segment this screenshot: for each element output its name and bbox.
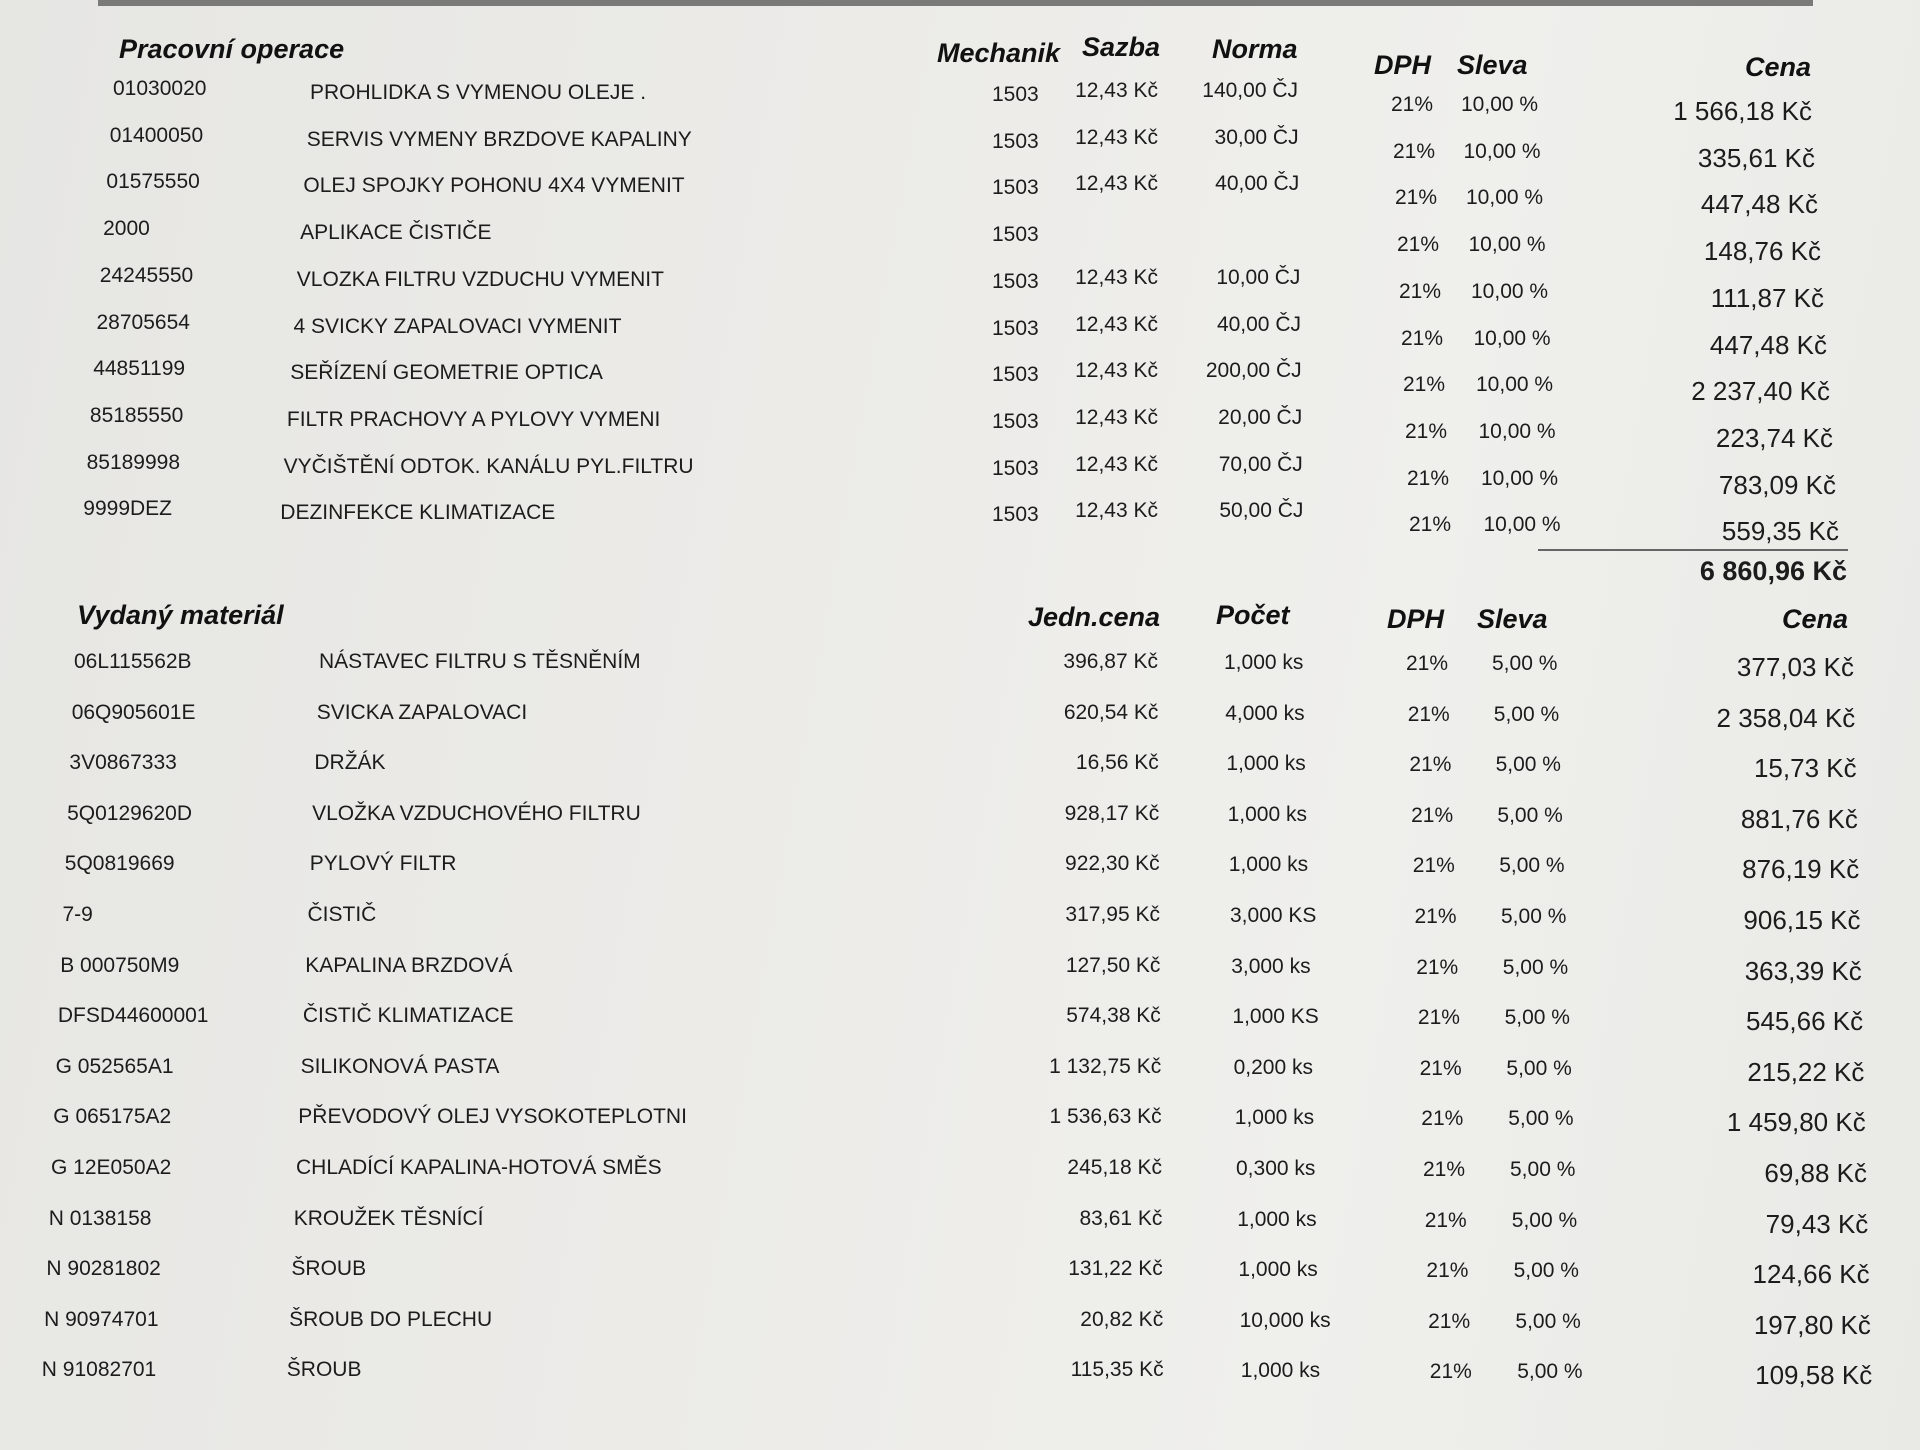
operation-sazba: 12,43 Kč xyxy=(1075,452,1158,476)
material-description: SILIKONOVÁ PASTA xyxy=(300,1054,500,1078)
material-unit-price: 928,17 Kč xyxy=(1064,801,1160,825)
material-cena: 197,80 Kč xyxy=(1753,1309,1871,1340)
material-quantity: 0,200 ks xyxy=(1233,1055,1313,1079)
operation-mechanik: 1503 xyxy=(992,83,1039,106)
material-unit-price: 574,38 Kč xyxy=(1066,1004,1161,1028)
material-description: PŘEVODOVÝ OLEJ VYSOKOTEPLOTNI xyxy=(298,1105,687,1129)
material-quantity: 1,000 KS xyxy=(1232,1005,1319,1029)
material-quantity: 1,000 ks xyxy=(1238,1258,1318,1282)
header-sazba: Sazba xyxy=(1082,32,1161,62)
operation-description: 4 SVICKY ZAPALOVACI VYMENIT xyxy=(293,314,622,338)
operation-sazba: 12,43 Kč xyxy=(1075,172,1158,196)
material-quantity: 10,000 ks xyxy=(1239,1308,1331,1332)
material-dph: 21% xyxy=(1419,1056,1462,1080)
header-dph: DPH xyxy=(1374,50,1432,80)
material-code: 7-9 xyxy=(62,903,93,926)
material-sleva: 5,00 % xyxy=(1493,702,1560,726)
material-sleva: 5,00 % xyxy=(1495,753,1561,777)
material-sleva: 5,00 % xyxy=(1492,652,1558,675)
material-dph: 21% xyxy=(1412,854,1455,878)
operation-description: VLOZKA FILTRU VZDUCHU VYMENIT xyxy=(296,267,664,291)
material-unit-price: 1 132,75 Kč xyxy=(1049,1054,1162,1078)
operation-sazba: 12,43 Kč xyxy=(1075,499,1158,523)
material-quantity: 4,000 ks xyxy=(1225,701,1305,725)
operation-cena: 447,48 Kč xyxy=(1700,189,1818,220)
operation-sleva: 10,00 % xyxy=(1473,326,1551,350)
material-dph: 21% xyxy=(1414,905,1457,928)
paper-edge-bar xyxy=(98,0,1813,6)
operation-mechanik: 1503 xyxy=(992,176,1039,200)
material-quantity: 1,000 ks xyxy=(1226,752,1306,776)
operation-description: PROHLIDKA S VYMENOU OLEJE . xyxy=(310,81,647,104)
material-cena: 906,15 Kč xyxy=(1743,905,1861,935)
operation-description: FILTR PRACHOVY A PYLOVY VYMENI xyxy=(286,407,661,431)
material-cena: 876,19 Kč xyxy=(1742,854,1860,885)
material-description: PYLOVÝ FILTR xyxy=(309,852,457,876)
material-unit-price: 922,30 Kč xyxy=(1065,852,1160,876)
material-unit-price: 396,87 Kč xyxy=(1063,650,1158,673)
header-cena: Cena xyxy=(1782,604,1849,634)
operation-mechanik: 1503 xyxy=(992,503,1039,527)
material-sleva: 5,00 % xyxy=(1506,1056,1572,1080)
material-code: G 052565A1 xyxy=(55,1054,174,1078)
header-jedn-cena: Jedn.cena xyxy=(1028,602,1161,632)
operation-dph: 21% xyxy=(1399,279,1442,303)
material-description: ŠROUB DO PLECHU xyxy=(289,1307,493,1331)
material-description: VLOŽKA VZDUCHOVÉHO FILTRU xyxy=(312,801,641,825)
material-unit-price: 620,54 Kč xyxy=(1063,700,1159,724)
operation-norma: 40,00 ČJ xyxy=(1215,172,1300,196)
material-cena: 377,03 Kč xyxy=(1736,652,1854,682)
material-dph: 21% xyxy=(1426,1259,1469,1283)
operation-mechanik: 1503 xyxy=(992,129,1039,153)
material-dph: 21% xyxy=(1417,1006,1460,1030)
material-code: 06L115562B xyxy=(74,650,192,673)
material-dph: 21% xyxy=(1416,955,1459,979)
material-code: 5Q0819669 xyxy=(64,852,175,876)
operation-description: VYČIŠTĚNÍ ODTOK. KANÁLU PYL.FILTRU xyxy=(283,454,694,478)
material-dph: 21% xyxy=(1424,1208,1467,1232)
total-divider xyxy=(1538,549,1848,551)
operation-norma: 50,00 ČJ xyxy=(1219,499,1304,523)
material-unit-price: 83,61 Kč xyxy=(1079,1206,1163,1230)
material-title: Vydaný materiál xyxy=(77,600,284,630)
material-dph: 21% xyxy=(1406,652,1449,675)
operation-cena: 148,76 Kč xyxy=(1703,236,1821,267)
material-cena: 2 358,04 Kč xyxy=(1716,702,1856,733)
operation-code: 28705654 xyxy=(96,310,190,334)
operation-norma: 40,00 ČJ xyxy=(1216,312,1301,336)
operation-dph: 21% xyxy=(1401,326,1444,350)
operation-mechanik: 1503 xyxy=(992,316,1039,340)
material-code: G 065175A2 xyxy=(53,1105,172,1129)
operation-mechanik: 1503 xyxy=(992,269,1039,293)
material-sleva: 5,00 % xyxy=(1508,1107,1574,1131)
operation-sazba: 12,43 Kč xyxy=(1075,125,1158,149)
material-unit-price: 317,95 Kč xyxy=(1065,903,1160,926)
material-description: KROUŽEK TĚSNÍCÍ xyxy=(293,1206,484,1230)
material-dph: 21% xyxy=(1429,1360,1472,1384)
material-cena: 109,58 Kč xyxy=(1755,1360,1873,1391)
material-quantity: 1,000 ks xyxy=(1237,1207,1317,1231)
operations-title: Pracovní operace xyxy=(119,34,345,64)
operation-cena: 447,48 Kč xyxy=(1709,329,1827,360)
operation-code: 9999DEZ xyxy=(83,497,173,521)
operation-sleva: 10,00 % xyxy=(1468,233,1546,257)
operation-sazba: 12,43 Kč xyxy=(1075,359,1158,383)
material-dph: 21% xyxy=(1411,803,1454,827)
material-description: ČISTIČ KLIMATIZACE xyxy=(302,1004,514,1028)
operation-code: 01030020 xyxy=(113,77,207,100)
header-sleva: Sleva xyxy=(1477,604,1548,634)
material-description: ČISTIČ xyxy=(307,903,377,926)
operation-dph: 21% xyxy=(1397,233,1440,257)
material-quantity: 0,300 ks xyxy=(1236,1157,1316,1180)
material-quantity: 1,000 ks xyxy=(1234,1106,1315,1130)
operation-code: 44851199 xyxy=(93,357,186,381)
material-sleva: 5,00 % xyxy=(1513,1259,1579,1283)
operation-cena: 111,87 Kč xyxy=(1710,282,1824,313)
material-unit-price: 1 536,63 Kč xyxy=(1049,1105,1162,1129)
operation-cena: 1 566,18 Kč xyxy=(1673,96,1812,126)
material-unit-price: 127,50 Kč xyxy=(1065,953,1161,977)
operation-dph: 21% xyxy=(1405,419,1448,443)
operation-dph: 21% xyxy=(1391,93,1434,116)
material-quantity: 3,000 KS xyxy=(1230,904,1317,927)
material-description: DRŽÁK xyxy=(314,751,386,775)
material-sleva: 5,00 % xyxy=(1497,803,1563,827)
material-dph: 21% xyxy=(1421,1107,1464,1131)
material-dph: 21% xyxy=(1428,1309,1471,1333)
material-unit-price: 16,56 Kč xyxy=(1075,751,1159,775)
material-code: G 12E050A2 xyxy=(51,1156,172,1179)
material-code: B 000750M9 xyxy=(60,953,180,977)
material-sleva: 5,00 % xyxy=(1511,1208,1578,1232)
material-sleva: 5,00 % xyxy=(1501,905,1567,928)
operation-mechanik: 1503 xyxy=(992,223,1039,247)
operation-dph: 21% xyxy=(1393,139,1436,163)
header-mechanik: Mechanik xyxy=(937,38,1061,68)
operation-cena: 335,61 Kč xyxy=(1697,142,1815,173)
material-dph: 21% xyxy=(1409,753,1452,777)
material-code: N 90281802 xyxy=(46,1257,161,1281)
material-quantity: 1,000 ks xyxy=(1240,1359,1321,1383)
operation-sazba: 12,43 Kč xyxy=(1075,312,1158,336)
material-unit-price: 115,35 Kč xyxy=(1070,1358,1164,1382)
material-code: 5Q0129620D xyxy=(67,801,193,825)
operation-norma: 30,00 ČJ xyxy=(1214,125,1299,149)
header-dph: DPH xyxy=(1387,604,1445,634)
operation-norma: 10,00 ČJ xyxy=(1216,265,1301,289)
header-sleva: Sleva xyxy=(1457,50,1528,80)
header-norma: Norma xyxy=(1212,34,1298,64)
operation-norma: 140,00 ČJ xyxy=(1202,79,1298,102)
operation-sleva: 10,00 % xyxy=(1476,373,1554,397)
material-code: N 90974701 xyxy=(44,1307,159,1331)
operation-sleva: 10,00 % xyxy=(1481,466,1559,490)
header-cena: Cena xyxy=(1745,52,1812,82)
material-code: 3V0867333 xyxy=(69,751,177,775)
material-quantity: 1,000 ks xyxy=(1224,651,1304,674)
operation-dph: 21% xyxy=(1407,466,1450,490)
material-code: N 91082701 xyxy=(41,1358,157,1382)
operation-sleva: 10,00 % xyxy=(1478,419,1556,443)
material-code: 06Q905601E xyxy=(71,700,196,724)
material-description: KAPALINA BRZDOVÁ xyxy=(305,953,513,977)
material-sleva: 5,00 % xyxy=(1517,1360,1583,1384)
operation-sleva: 10,00 % xyxy=(1471,279,1549,303)
material-unit-price: 131,22 Kč xyxy=(1068,1257,1163,1281)
material-cena: 215,22 Kč xyxy=(1747,1056,1865,1087)
material-description: CHLADÍCÍ KAPALINA-HOTOVÁ SMĚS xyxy=(296,1156,662,1179)
material-quantity: 1,000 ks xyxy=(1228,853,1309,877)
operation-dph: 21% xyxy=(1403,373,1446,397)
material-code: DFSD44600001 xyxy=(57,1004,209,1028)
material-cena: 69,88 Kč xyxy=(1764,1158,1867,1188)
operation-sleva: 10,00 % xyxy=(1461,93,1539,116)
material-sleva: 5,00 % xyxy=(1499,854,1565,878)
material-cena: 881,76 Kč xyxy=(1740,803,1858,834)
material-cena: 1 459,80 Kč xyxy=(1726,1107,1866,1138)
material-sleva: 5,00 % xyxy=(1504,1006,1570,1030)
operation-code: 85185550 xyxy=(89,403,184,427)
operation-description: DEZINFEKCE KLIMATIZACE xyxy=(280,501,556,525)
operation-description: SERVIS VYMENY BRZDOVE KAPALINY xyxy=(306,127,692,151)
material-cena: 124,66 Kč xyxy=(1752,1259,1870,1290)
operation-sleva: 10,00 % xyxy=(1463,139,1541,163)
material-cena: 363,39 Kč xyxy=(1744,955,1862,986)
material-unit-price: 20,82 Kč xyxy=(1080,1307,1164,1331)
operation-code: 01575550 xyxy=(106,170,200,194)
material-sleva: 5,00 % xyxy=(1502,955,1569,979)
material-description: NÁSTAVEC FILTRU S TĚSNĚNÍM xyxy=(319,650,641,673)
operation-norma: 200,00 ČJ xyxy=(1205,359,1302,383)
material-cena: 15,73 Kč xyxy=(1753,753,1857,784)
operation-mechanik: 1503 xyxy=(992,409,1039,433)
operation-code: 01400050 xyxy=(109,123,204,147)
operation-sazba: 12,43 Kč xyxy=(1075,405,1158,429)
operations-total: 6 860,96 Kč xyxy=(1699,556,1847,586)
operation-description: SEŘÍZENÍ GEOMETRIE OPTICA xyxy=(290,361,603,385)
operation-cena: 559,35 Kč xyxy=(1721,516,1839,547)
material-code: N 0138158 xyxy=(48,1206,152,1230)
operation-dph: 21% xyxy=(1409,513,1452,537)
operation-code: 24245550 xyxy=(99,263,194,287)
operation-description: APLIKACE ČISTIČE xyxy=(300,221,492,245)
operation-code: 85189998 xyxy=(86,450,181,474)
operation-sleva: 10,00 % xyxy=(1483,513,1561,537)
material-description: SVICKA ZAPALOVACI xyxy=(316,700,528,724)
operation-description: OLEJ SPOJKY POHONU 4X4 VYMENIT xyxy=(303,174,685,198)
material-dph: 21% xyxy=(1423,1158,1466,1181)
material-cena: 79,43 Kč xyxy=(1765,1208,1869,1239)
material-sleva: 5,00 % xyxy=(1515,1309,1581,1333)
operation-cena: 223,74 Kč xyxy=(1715,422,1833,453)
operation-sleva: 10,00 % xyxy=(1466,186,1544,210)
operation-mechanik: 1503 xyxy=(992,456,1039,480)
header-pocet: Počet xyxy=(1216,600,1290,630)
operation-dph: 21% xyxy=(1395,186,1438,210)
operation-sazba: 12,43 Kč xyxy=(1075,79,1158,102)
operation-norma: 70,00 ČJ xyxy=(1218,452,1303,476)
operation-cena: 2 237,40 Kč xyxy=(1691,376,1830,407)
material-quantity: 1,000 ks xyxy=(1227,802,1307,826)
material-quantity: 3,000 ks xyxy=(1231,954,1311,978)
material-cena: 545,66 Kč xyxy=(1746,1006,1864,1037)
material-description: ŠROUB xyxy=(286,1358,362,1382)
material-dph: 21% xyxy=(1407,702,1450,726)
operation-code: 2000 xyxy=(103,217,150,241)
operation-sazba: 12,43 Kč xyxy=(1075,265,1158,289)
operation-cena: 783,09 Kč xyxy=(1718,469,1836,500)
operation-mechanik: 1503 xyxy=(992,363,1039,387)
material-description: ŠROUB xyxy=(291,1257,367,1281)
material-unit-price: 245,18 Kč xyxy=(1067,1156,1162,1179)
material-sleva: 5,00 % xyxy=(1510,1158,1576,1181)
operation-norma: 20,00 ČJ xyxy=(1218,405,1303,429)
